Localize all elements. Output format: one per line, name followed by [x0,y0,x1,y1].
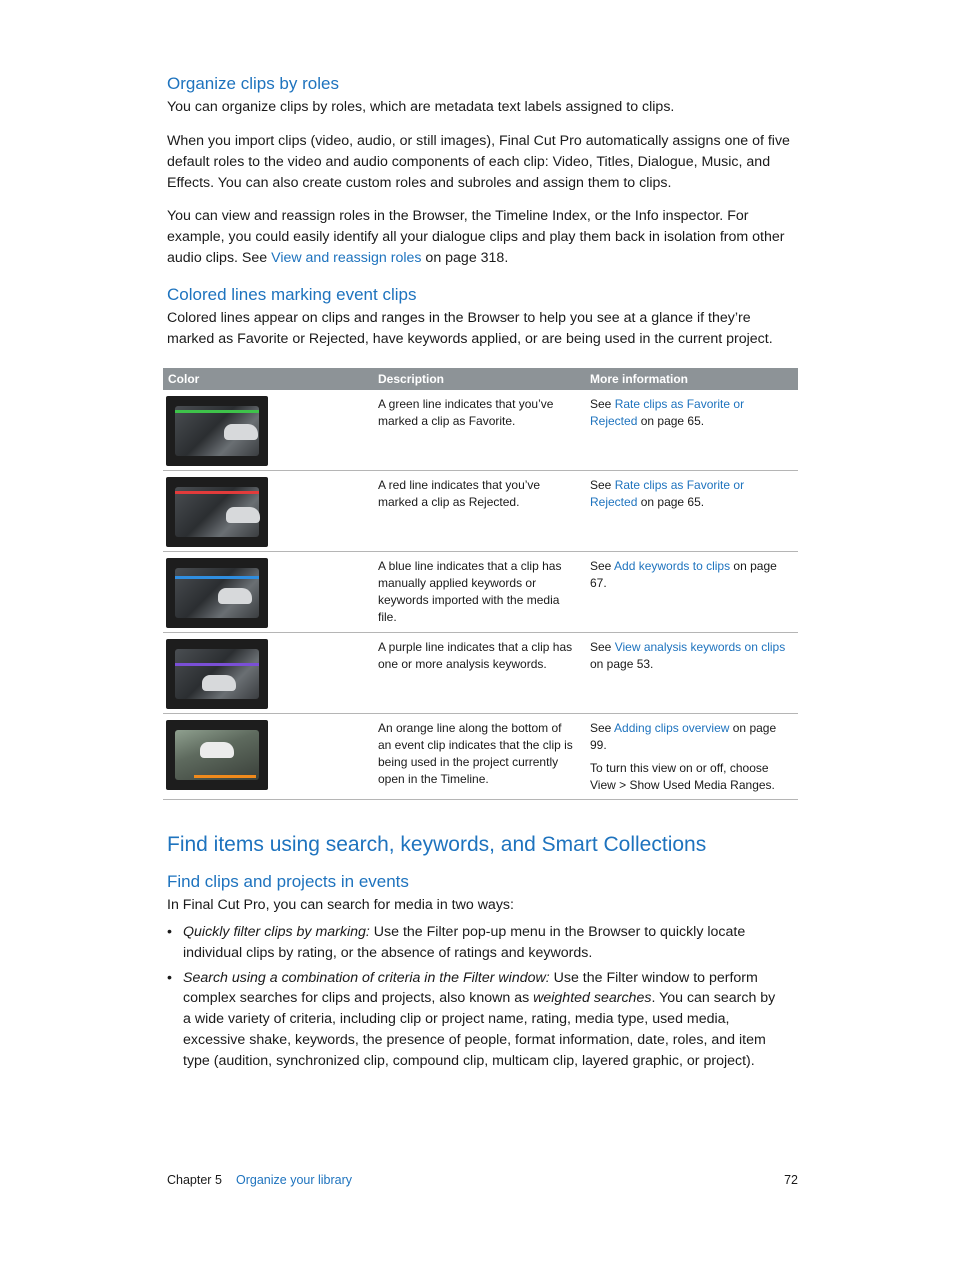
more-info-text: See [590,721,615,735]
more-info-extra: To turn this view on or off, choose View > Show Used Media Ranges. [590,761,775,792]
color-line [175,491,259,494]
more-info-text: See [590,478,615,492]
color-table [163,368,798,800]
paragraph: When you import clips (video, audio, or still images), Final Cut Pro automatically assigns one of five default roles to the video and audio components of each clip: Video, Titles, Dialogue, Music, and Effects. You can also create custom roles and subroles and assign them to clips. [167,133,790,191]
more-info-text: on page 65. [637,495,705,509]
column-header-color: Color [168,372,200,386]
paragraph [167,206,792,268]
table-row [163,390,798,471]
clip-thumbnail [166,477,268,547]
paragraph: You can organize clips by roles, which are metadata text labels assigned to clips. [167,99,675,115]
table-row [163,633,798,714]
link-view-analysis-keywords[interactable]: View analysis keywords on clips [614,640,786,654]
clip-thumbnail [166,720,268,790]
row-description: A blue line indicates that a clip has manually applied keywords or keywords imported with the media file. [378,559,562,624]
link-view-reassign-roles[interactable]: View and reassign roles [271,249,422,266]
clip-thumbnail [166,396,268,466]
row-description: A purple line indicates that a clip has one or more analysis keywords. [378,640,573,671]
row-more-info [590,720,790,800]
list-item: • Quickly filter clips by marking: Use the Filter pop-up menu in the Browser to quickly locate individual clips by rating, or the absence of ratings and keywords. [167,924,746,961]
footer-chapter-link[interactable]: Organize your library [236,1173,353,1187]
row-more-info [590,558,790,598]
column-header-more-information: More information [590,372,688,386]
link-adding-clips-overview[interactable]: Adding clips overview [614,721,730,735]
list-item-text: Use the Filter window to perform complex searches for clips and projects, also known as [183,969,758,1007]
more-info-text: on page 99. [590,721,777,752]
row-more-info [590,396,790,436]
clip-thumbnail [166,639,268,709]
row-description: An orange line along the bottom of an event clip indicates that the clip is being used in the project currently open in the Timeline. [378,721,573,786]
list-item-text: . You can search by a wide variety of criteria, including clip or project name, rating, media type, used media, excessive shake, keywords, the presence of people, format information, date, roles, and item type (audition, synchronized clip, compound clip, multicam clip, layered graphic, or project). [183,990,776,1069]
link-rate-clips[interactable]: Rate clips as Favorite or Rejected [590,478,745,509]
section-title-colored-lines: Colored lines marking event clips [167,285,417,304]
color-line [175,663,259,666]
more-info-text: See [590,640,615,654]
search-methods-list [167,922,798,1076]
more-info-text: See [590,397,615,411]
list-item: • Search using a combination of criteria in the Filter window: Use the Filter window to perform complex searches for clips and projects, also known as weighted searches. You can search by a wide variety of criteria, including clip or project name, rating, media type, used media, excessive shake, keywords, the presence of people, format information, date, roles, and item type (audition, synchronized clip, compound clip, multicam clip, layered graphic, or project). [167,969,776,1069]
link-rate-clips[interactable]: Rate clips as Favorite or Rejected [590,397,745,428]
more-info-text: on page 53. [590,657,654,671]
list-item-text: Use the Filter pop-up menu in the Browser to quickly locate individual clips by rating, or the absence of ratings and keywords. [183,924,746,961]
color-line [175,576,259,579]
row-description: A green line indicates that you’ve marked a clip as Favorite. [378,397,554,428]
row-more-info [590,639,790,679]
table-row [163,471,798,552]
more-info-text: on page 65. [637,414,705,428]
list-item-lead: Search using a combination of criteria in the Filter window: [183,969,550,986]
table-row [163,552,798,633]
paragraph-text: on page 318. [421,249,509,266]
row-more-info [590,477,790,517]
table-row [163,714,798,800]
table-header [163,368,798,390]
paragraph: Colored lines appear on clips and ranges in the Browser to help you see at a glance if they’re marked as Favorite or Rejected, have keywords applied, or are being used in the current project. [167,310,773,347]
list-item-lead: Quickly filter clips by marking: [183,924,370,940]
footer-chapter: Chapter 5 [167,1173,222,1187]
color-line [194,775,256,778]
column-header-description: Description [378,372,445,386]
more-info-text: See [590,559,615,573]
paragraph: In Final Cut Pro, you can search for media in two ways: [167,897,514,913]
row-description: A red line indicates that you’ve marked a clip as Rejected. [378,478,541,509]
color-line [175,410,259,413]
section-title-organize-roles: Organize clips by roles [167,74,339,93]
section-title-find-clips: Find clips and projects in events [167,872,409,891]
paragraph-text: You can view and reassign roles in the Browser, the Timeline Index, or the Info inspector. For example, you could easily identify all your dialogue clips and play them back in isolation from other audio clips. See [167,208,785,266]
section-heading-find-items: Find items using search, keywords, and Smart Collections [167,833,707,856]
list-item-emphasis: weighted searches [533,990,652,1007]
clip-thumbnail [166,558,268,628]
link-add-keywords[interactable]: Add keywords to clips [614,559,731,573]
more-info-text: on page 67. [590,559,777,590]
page-number: 72 [784,1173,798,1187]
